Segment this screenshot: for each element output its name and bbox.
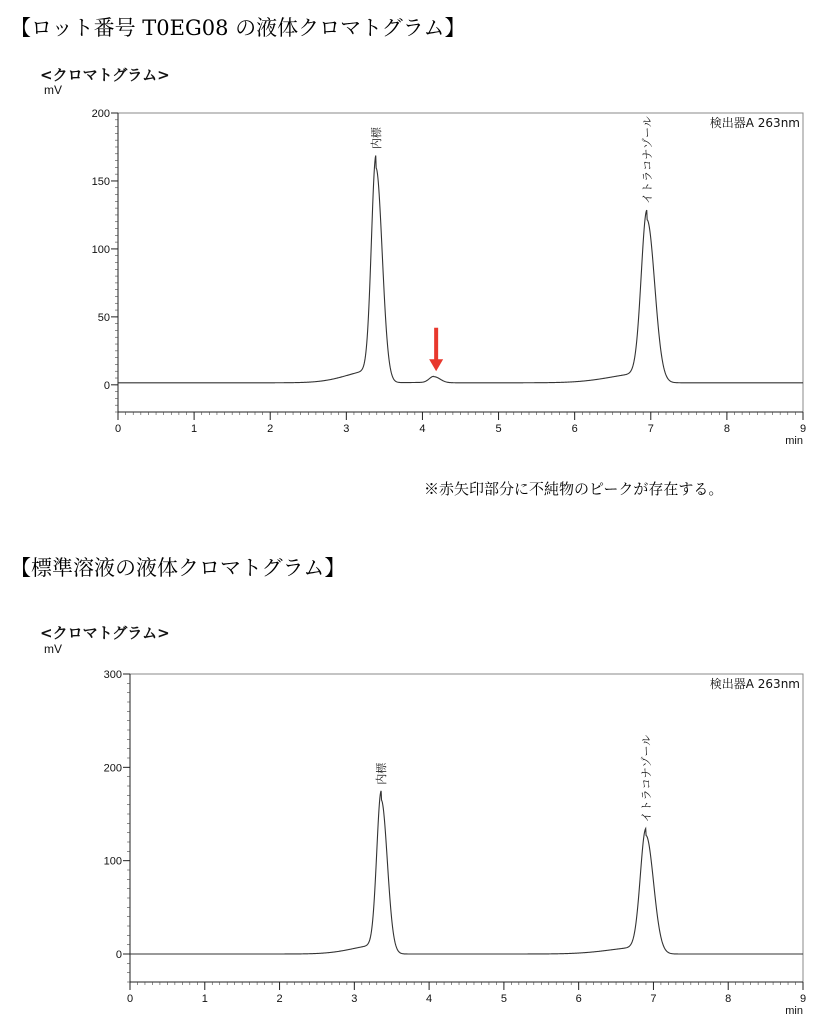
y-tick-label: 100 <box>91 243 110 256</box>
y-tick-label: 200 <box>91 108 110 120</box>
y-tick-label: 300 <box>103 669 122 681</box>
x-tick-label: 5 <box>500 993 507 1005</box>
sample-chromatogram-heading: 【ロット番号 T0EG08 の液体クロマトグラム】 <box>10 16 466 40</box>
x-tick-label: 7 <box>650 993 657 1005</box>
x-tick-label: 4 <box>426 993 433 1005</box>
x-tick-label: 9 <box>799 423 807 435</box>
signal-trace <box>130 791 803 954</box>
x-tick-label: 0 <box>114 423 122 435</box>
peak-label: イトラコナゾール <box>639 734 653 823</box>
x-tick-label: 6 <box>571 423 578 435</box>
y-tick-label: 200 <box>103 762 122 775</box>
x-tick-label: 8 <box>725 993 732 1005</box>
x-tick-label: 7 <box>647 423 654 435</box>
y-tick-label: 0 <box>103 379 110 392</box>
y-tick-label: 150 <box>91 175 110 188</box>
x-tick-label: 8 <box>723 423 730 435</box>
detector-label: 検出器A 263nm <box>709 677 800 691</box>
y-tick-label: 0 <box>115 949 122 961</box>
y-tick-label: 100 <box>103 855 122 868</box>
x-tick-label: 3 <box>343 423 350 435</box>
x-tick-label: 5 <box>495 423 502 435</box>
x-tick-label: 4 <box>419 423 426 435</box>
x-tick-label: 2 <box>267 423 274 435</box>
y-axis-unit: mV <box>44 83 62 97</box>
detector-label: 検出器A 263nm <box>709 116 800 130</box>
plot-frame <box>130 674 803 982</box>
y-tick-label: 50 <box>97 311 110 324</box>
x-tick-label: 9 <box>799 993 807 1005</box>
standard-chromatogram-heading: 【標準溶液の液体クロマトグラム】 <box>10 556 346 580</box>
chart-title: <クロマトグラム> <box>40 624 170 642</box>
impurity-note: ※赤矢印部分に不純物のピークが存在する。 <box>424 480 724 498</box>
peak-label: 内標 <box>375 762 389 785</box>
x-tick-label: 3 <box>351 993 358 1005</box>
peak-label: イトラコナゾール <box>640 116 654 204</box>
x-tick-label: 2 <box>276 993 283 1005</box>
x-tick-label: 6 <box>575 993 582 1005</box>
chart-title: <クロマトグラム> <box>40 66 170 84</box>
x-tick-label: 1 <box>191 423 198 435</box>
x-tick-label: 1 <box>201 993 208 1005</box>
x-axis-unit: min <box>785 435 803 447</box>
x-axis-unit: min <box>785 1005 803 1017</box>
y-axis-unit: mV <box>44 642 62 656</box>
x-tick-label: 0 <box>126 993 134 1005</box>
peak-label: 内標 <box>370 127 384 150</box>
